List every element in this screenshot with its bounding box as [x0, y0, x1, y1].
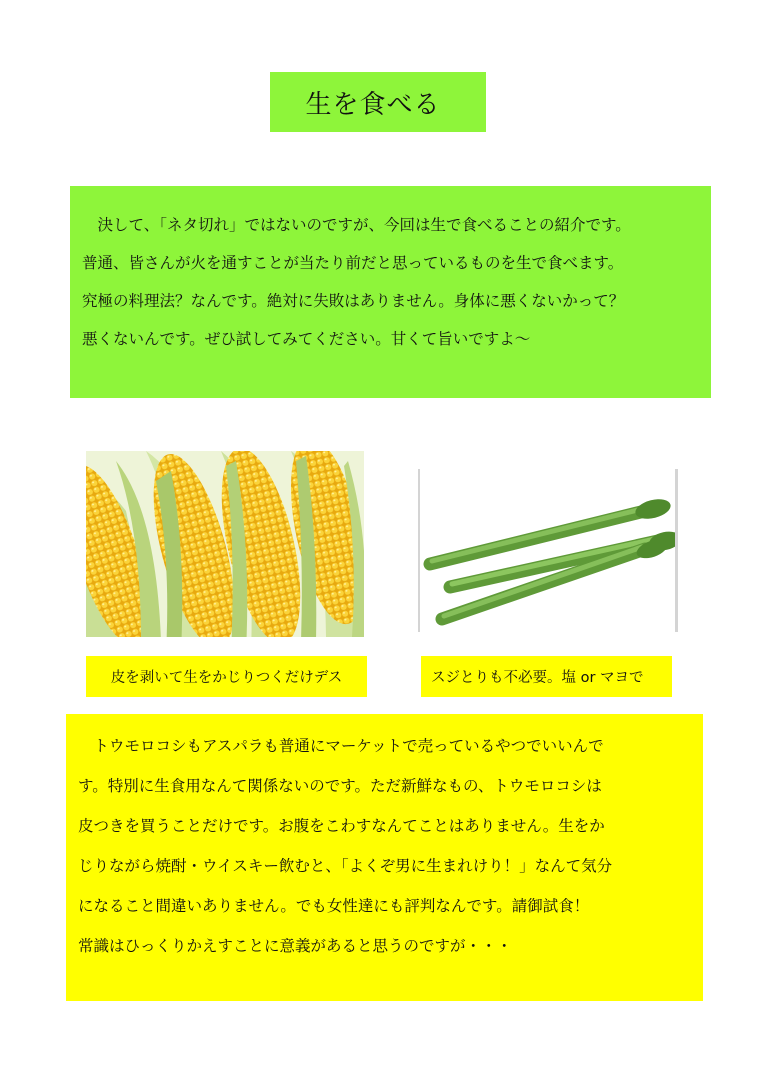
title-box	[270, 72, 486, 132]
corn-caption: 皮を剥いて生をかじりつくだけデス	[110, 670, 343, 686]
asparagus-caption-box	[421, 656, 672, 697]
corn-photo	[86, 451, 364, 637]
asparagus-caption: スジとりも不必要。塩 or マヨで	[431, 670, 644, 686]
page-title: 生を食べる	[305, 89, 441, 120]
body-line: 皮つきを買うことだけです。お腹をこわすなんてことはありません。生をか	[78, 817, 605, 835]
corn-illustration	[86, 451, 364, 637]
body-line: になること間違いありません。でも女性達にも評判なんです。請御試食！	[78, 897, 590, 915]
body-line: す。特別に生食用なんて関係ないのです。ただ新鮮なもの、トウモロコシは	[78, 777, 602, 795]
body-line: 常識はひっくりかえすことに意義があると思うのですが・・・	[78, 937, 513, 955]
asparagus-illustration	[420, 469, 675, 632]
body-text-box	[66, 714, 703, 1001]
intro-text-box	[70, 186, 711, 398]
intro-line: 決して、「ネタ切れ」ではないのですが、今回は生で食べることの紹介です。	[82, 216, 631, 234]
body-line: じりながら焼酎・ウイスキー飲むと、「よくぞ男に生まれけり！」なんて気分	[78, 857, 613, 875]
intro-line: 悪くないんです。ぜひ試してみてください。甘くて旨いですよ～	[82, 330, 531, 348]
body-line: トウモロコシもアスパラも普通にマーケットで売っているやつでいいんで	[78, 737, 604, 755]
intro-line: 究極の料理法？なんです。絶対に失敗はありません。身体に悪くないかって？	[82, 292, 625, 310]
asparagus-photo	[418, 469, 678, 632]
intro-line: 普通、皆さんが火を通すことが当たり前だと思っているものを生で食べます。	[82, 254, 624, 272]
corn-caption-box	[86, 656, 367, 697]
